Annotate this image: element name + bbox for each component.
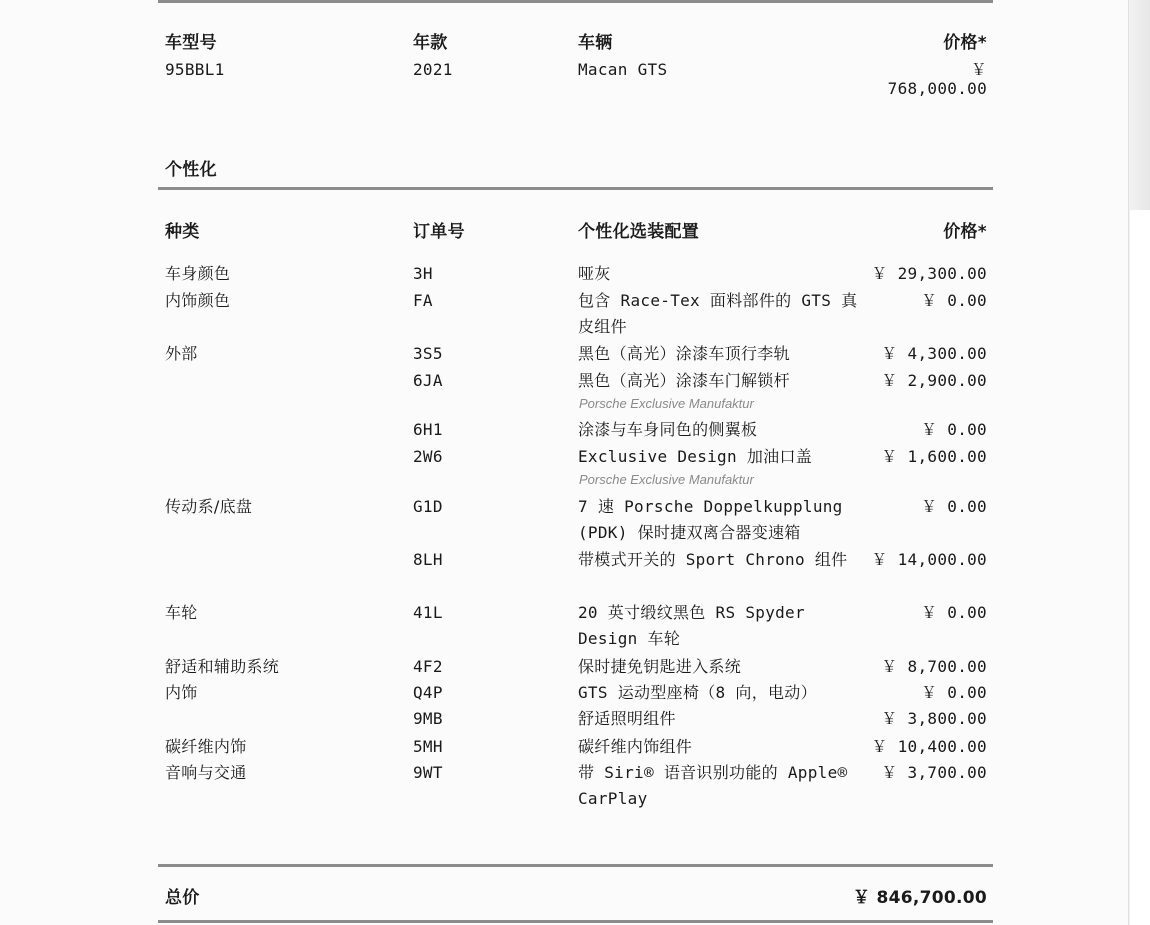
row-description: 保时捷免钥匙进入系统	[578, 657, 742, 676]
total-divider	[158, 864, 993, 867]
row-code: 6JA	[413, 371, 443, 390]
row-price: ￥ 1,600.00	[881, 447, 987, 466]
row-description: 碳纤维内饰组件	[578, 737, 693, 756]
row-code: 4F2	[413, 657, 443, 676]
row-code: 9MB	[413, 709, 443, 728]
row-price: ￥ 14,000.00	[871, 550, 987, 569]
row-description: 黑色（高光）涂漆车门解锁杆	[578, 371, 790, 390]
row-code: G1D	[413, 497, 443, 516]
header-model-code: 车型号	[165, 33, 217, 53]
base-price-currency: ￥	[970, 60, 987, 79]
row-description: 7 速 Porsche Doppelkupplung (PDK) 保时捷双离合器变速箱	[578, 497, 843, 542]
row-category: 舒适和辅助系统	[165, 657, 280, 676]
header-price: 价格*	[943, 33, 987, 53]
base-price-value: 768,000.00	[887, 79, 987, 98]
row-note: Porsche Exclusive Manufaktur	[579, 396, 754, 411]
row-note: Porsche Exclusive Manufaktur	[579, 472, 754, 487]
scrollbar-thumb[interactable]	[1130, 210, 1150, 925]
row-category: 内饰	[165, 683, 198, 702]
row-code: 8LH	[413, 550, 443, 569]
header-vehicle: 车辆	[578, 33, 613, 53]
row-code: 41L	[413, 603, 443, 622]
row-category: 碳纤维内饰	[165, 737, 247, 756]
header-option: 个性化选装配置	[578, 222, 700, 242]
header-category: 种类	[165, 222, 200, 242]
row-description: 带 Siri® 语音识别功能的 Apple® CarPlay	[578, 763, 848, 808]
section-title-personalization: 个性化	[165, 160, 217, 180]
row-code: 2W6	[413, 447, 443, 466]
vehicle-name-value: Macan GTS	[578, 60, 668, 79]
top-divider	[158, 0, 993, 3]
row-price: ￥ 4,300.00	[881, 344, 987, 363]
row-price: ￥ 0.00	[921, 291, 987, 310]
row-price: ￥ 3,800.00	[881, 709, 987, 728]
row-category: 传动系/底盘	[165, 497, 253, 516]
row-description: 包含 Race-Tex 面料部件的 GTS 真皮组件	[578, 291, 858, 336]
row-description: 舒适照明组件	[578, 709, 676, 728]
row-price: ￥ 0.00	[921, 603, 987, 622]
model-code-value: 95BBL1	[165, 60, 225, 79]
row-price: ￥ 3,700.00	[881, 763, 987, 782]
row-category: 音响与交通	[165, 763, 247, 782]
row-code: 6H1	[413, 420, 443, 439]
row-description: 涂漆与车身同色的侧翼板	[578, 420, 758, 439]
year-value: 2021	[413, 60, 453, 79]
row-category: 外部	[165, 344, 198, 363]
row-price: ￥ 29,300.00	[871, 264, 987, 283]
row-code: 3H	[413, 264, 433, 283]
row-category: 车身颜色	[165, 264, 231, 283]
row-price: ￥ 0.00	[921, 683, 987, 702]
row-description: Exclusive Design 加油口盖	[578, 447, 813, 466]
row-price: ￥ 10,400.00	[871, 737, 987, 756]
section-divider	[158, 187, 993, 190]
row-description: 带模式开关的 Sport Chrono 组件	[578, 550, 848, 569]
total-price: ￥ 846,700.00	[852, 888, 987, 908]
header-order-number: 订单号	[413, 222, 465, 242]
row-price: ￥ 0.00	[921, 497, 987, 516]
row-description: 黑色（高光）涂漆车顶行李轨	[578, 344, 790, 363]
row-category: 内饰颜色	[165, 291, 231, 310]
row-price: ￥ 0.00	[921, 420, 987, 439]
header-year: 年款	[413, 33, 448, 53]
row-description: GTS 运动型座椅（8 向，电动）	[578, 683, 817, 702]
total-label: 总价	[165, 888, 200, 908]
row-code: FA	[413, 291, 433, 310]
row-code: 9WT	[413, 763, 443, 782]
row-code: Q4P	[413, 683, 443, 702]
bottom-divider	[158, 920, 993, 923]
row-description: 20 英寸缎纹黑色 RS Spyder Design 车轮	[578, 603, 805, 648]
row-price: ￥ 8,700.00	[881, 657, 987, 676]
row-category: 车轮	[165, 603, 198, 622]
row-price: ￥ 2,900.00	[881, 371, 987, 390]
header-option-price: 价格*	[943, 222, 987, 242]
row-description: 哑灰	[578, 264, 611, 283]
row-code: 5MH	[413, 737, 443, 756]
row-code: 3S5	[413, 344, 443, 363]
